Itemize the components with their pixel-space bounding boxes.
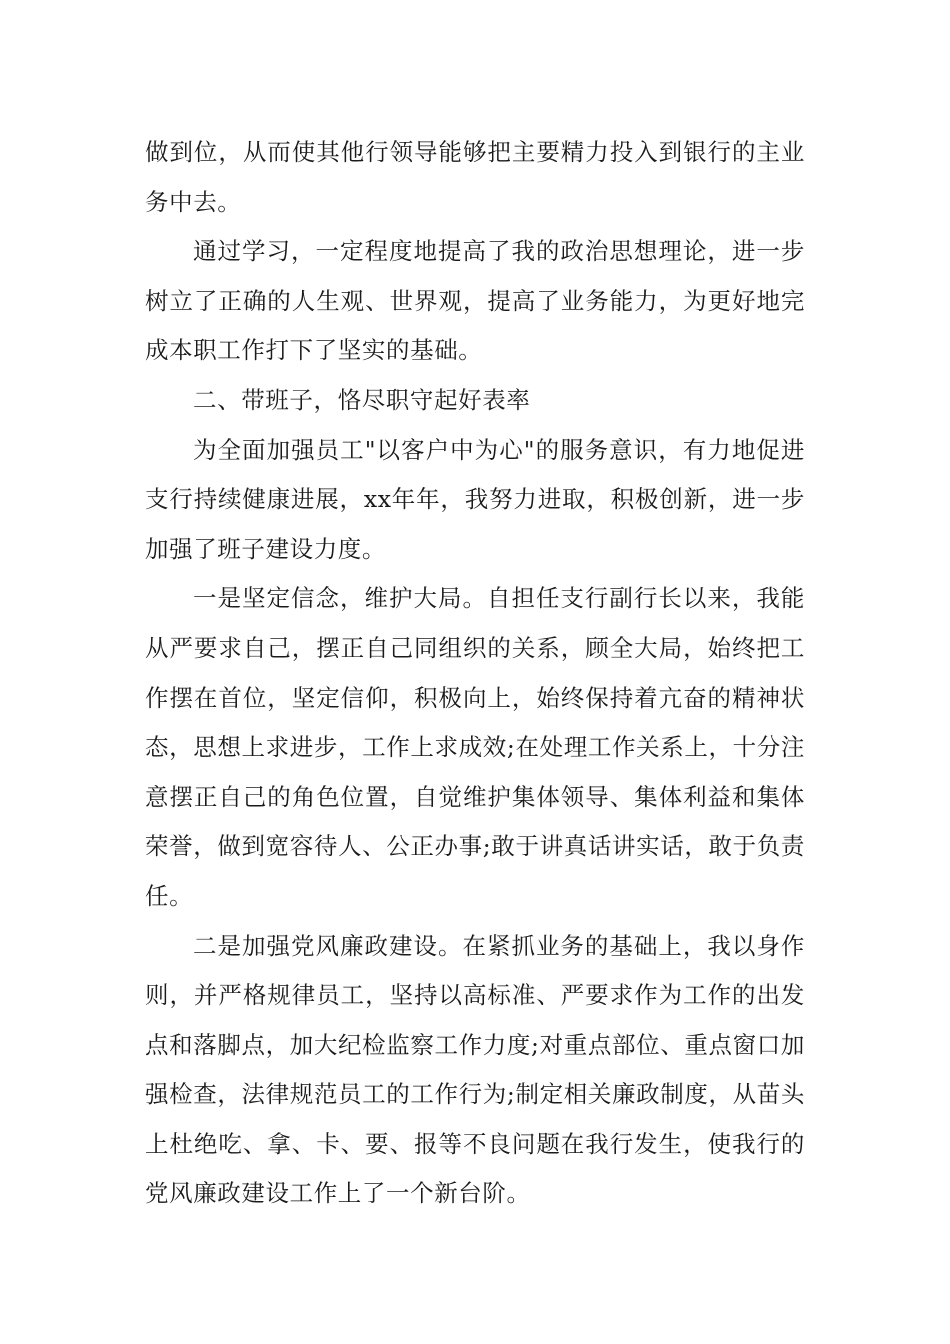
paragraph-3: 为全面加强员工"以客户中为心"的服务意识，有力地促进支行持续健康进展，xx年年，我努力进取，积极创新，进一步加强了班子建设力度。 xyxy=(145,435,805,563)
paragraph-5: 二是加强党风廉政建设。在紧抓业务的基础上，我以身作则，并严格规律员工，坚持以高标准、严要求作为工作的出发点和落脚点，加大纪检监察工作力度;对重点部位、重点窗口加强检查，法律规范员工的工作行为;制定相关廉政制度，从苗头上杜绝吃、拿、卡、要、报等不良问题在我行发生，使我行的党风廉政建设工作上了一个新台阶。 xyxy=(145,931,805,1208)
section-heading: 二、带班子，恪尽职守起好表率 xyxy=(193,385,531,414)
paragraph-4: 一是坚定信念，维护大局。自担任支行副行长以来，我能从严要求自己，摆正自己同组织的关系，顾全大局，始终把工作摆在首位，坚定信仰，积极向上，始终保持着亢奋的精神状态，思想上求进步，工作上求成效;在处理工作关系上，十分注意摆正自己的角色位置，自觉维护集体领导、集体利益和集体荣誉，做到宽容待人、公正办事;敢于讲真话讲实话，敢于负责任。 xyxy=(145,584,805,910)
paragraph-2: 通过学习，一定程度地提高了我的政治思想理论，进一步树立了正确的人生观、世界观，提高了业务能力，为更好地完成本职工作打下了坚实的基础。 xyxy=(145,237,805,365)
paragraph-1: 做到位，从而使其他行领导能够把主要精力投入到银行的主业务中去。 xyxy=(145,138,805,216)
document-body xyxy=(145,128,805,1219)
